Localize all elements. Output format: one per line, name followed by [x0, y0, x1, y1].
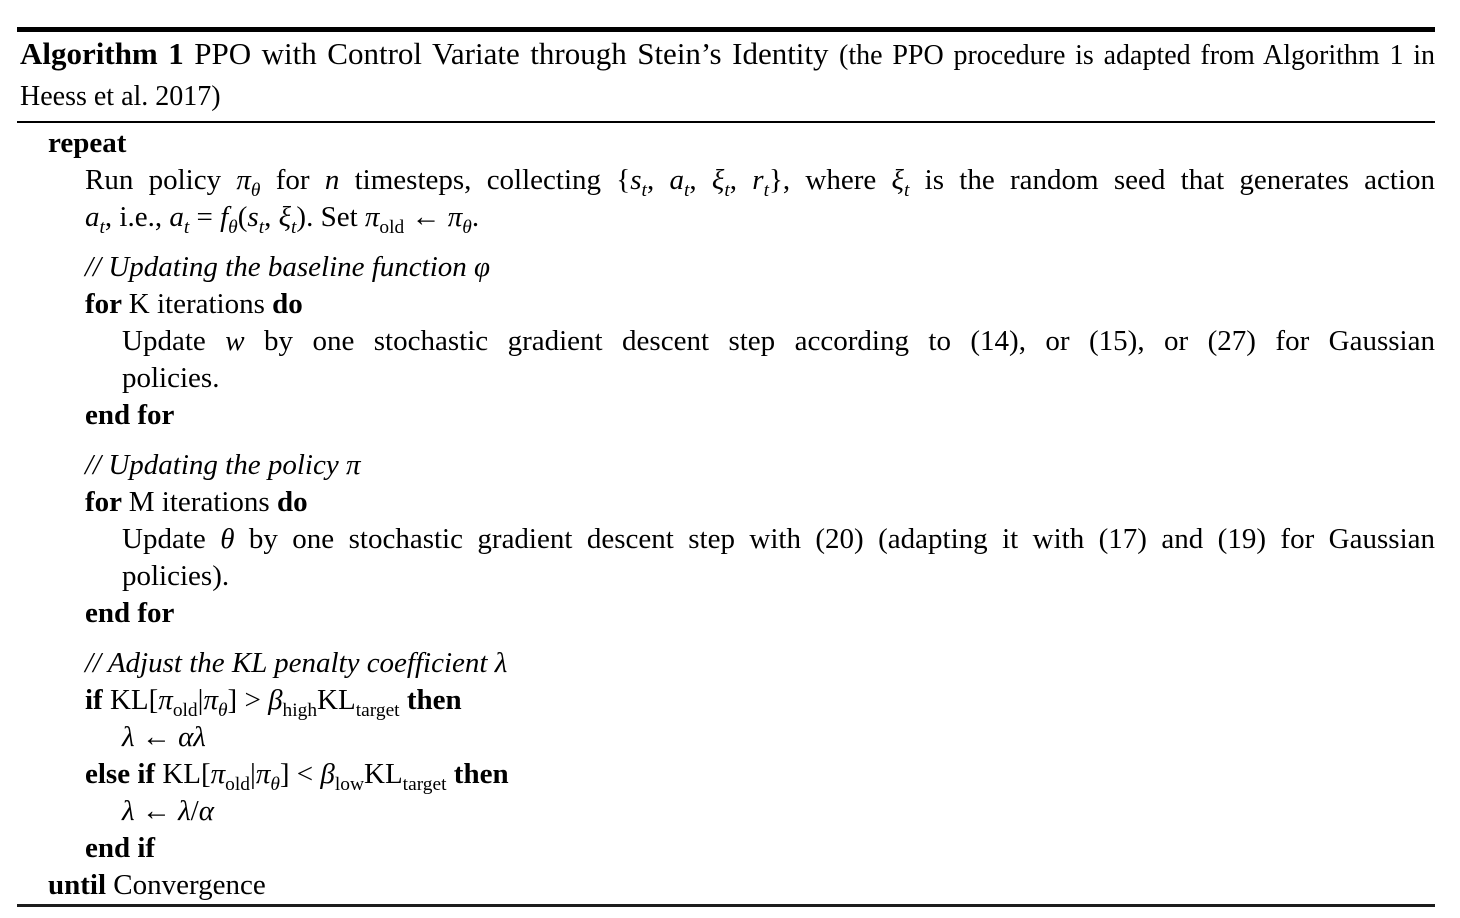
algo-line	[17, 397, 1435, 434]
text-segment: π	[210, 758, 226, 790]
text-segment: policies).	[122, 560, 230, 592]
algorithm-number-label: Algorithm 1	[20, 36, 184, 71]
text-segment: old	[172, 699, 198, 721]
algorithm-caption	[17, 32, 1435, 121]
algo-line	[17, 756, 1435, 793]
text-segment: by one stochastic gradient descent step with (20) (adapting it with (17) and (19) for Gaussian	[234, 523, 1435, 555]
algo-line	[17, 793, 1435, 830]
text-segment: Convergence	[113, 869, 266, 901]
text-segment: π	[447, 201, 463, 233]
text-segment: .	[471, 201, 480, 233]
text-segment: t	[183, 216, 190, 238]
text-segment: K iterations	[128, 288, 273, 320]
text-segment: s	[630, 164, 642, 196]
text-segment: w	[225, 325, 245, 357]
text-segment: high	[282, 699, 318, 721]
algo-line	[17, 645, 1435, 682]
text-segment: for	[260, 164, 325, 196]
text-segment: ←	[134, 721, 179, 753]
text-segment: Run policy	[85, 164, 237, 196]
algorithm-body	[17, 123, 1435, 904]
text-segment: f	[220, 201, 229, 233]
text-segment: Update	[122, 523, 221, 555]
text-segment: n	[324, 164, 340, 196]
algo-line	[17, 249, 1435, 286]
text-segment: // Updating the policy π	[85, 449, 361, 481]
text-segment: old	[379, 216, 405, 238]
text-segment: |	[250, 758, 256, 790]
text-segment: end for	[85, 399, 175, 431]
text-segment: β	[320, 758, 335, 790]
text-segment: is the random seed that generates action	[909, 164, 1436, 196]
text-segment: r	[752, 164, 764, 196]
text-segment: =	[189, 201, 221, 233]
text-segment: do	[272, 288, 303, 320]
text-segment: t	[903, 179, 910, 201]
text-segment: M iterations	[128, 486, 277, 518]
text-segment: |	[197, 684, 204, 716]
text-segment: Update	[122, 325, 226, 357]
text-segment: do	[276, 486, 308, 518]
text-segment: end for	[85, 597, 175, 629]
text-segment: π	[364, 201, 380, 233]
algorithm-title-note: (the PPO procedure is adapted from Algorithm 1 in Heess et al. 2017)	[20, 40, 1436, 112]
text-segment: ] <	[279, 758, 321, 790]
text-segment: θ	[462, 216, 472, 238]
text-segment: else if	[85, 758, 163, 790]
text-segment: t	[763, 179, 769, 201]
text-segment: θ	[228, 216, 238, 238]
text-segment: ξ	[711, 164, 725, 196]
text-segment: t	[724, 179, 730, 201]
bottom-rule	[17, 904, 1435, 907]
text-segment: target	[355, 699, 400, 721]
text-segment: then	[399, 684, 462, 716]
text-segment: ] >	[227, 684, 269, 716]
algo-line	[17, 484, 1435, 521]
text-segment: π	[203, 684, 218, 716]
text-segment: θ	[220, 523, 235, 555]
text-segment: KL[	[109, 684, 159, 716]
algo-line	[17, 323, 1435, 360]
text-segment: a	[169, 201, 184, 233]
text-segment: αλ	[178, 721, 206, 753]
text-segment: λ	[122, 721, 135, 753]
algo-line	[17, 719, 1435, 756]
text-segment: ,	[689, 164, 712, 196]
text-segment: for	[85, 288, 129, 320]
text-segment: (	[237, 201, 248, 233]
text-segment: a	[85, 201, 100, 233]
algo-line	[17, 162, 1435, 199]
text-segment: repeat	[48, 127, 127, 159]
text-segment: π	[158, 684, 173, 716]
algorithm-figure	[17, 27, 1435, 907]
text-segment: by one stochastic gradient descent step according to (14), or (15), or (27) for Gaussian	[244, 325, 1435, 357]
algo-line	[17, 867, 1435, 904]
algo-line	[17, 199, 1435, 236]
algo-line	[17, 558, 1435, 595]
text-segment: for	[85, 486, 129, 518]
text-segment: policies.	[122, 362, 220, 394]
text-segment: until	[48, 869, 114, 901]
text-segment: old	[225, 773, 250, 795]
text-segment: KL[	[162, 758, 211, 790]
text-segment: s	[247, 201, 259, 233]
text-segment: a	[669, 164, 684, 196]
text-segment: ,	[646, 164, 670, 196]
text-segment: β	[268, 684, 283, 716]
text-segment: λ	[122, 795, 135, 827]
text-segment: ). Set	[296, 201, 365, 233]
text-segment: low	[334, 773, 364, 795]
text-segment: ←	[134, 795, 179, 827]
text-segment: t	[291, 216, 297, 238]
text-segment: t	[683, 179, 690, 201]
text-segment: π	[236, 164, 251, 196]
algo-line	[17, 521, 1435, 558]
algo-line	[17, 830, 1435, 867]
text-segment: ,	[729, 164, 753, 196]
text-segment: ,	[264, 201, 279, 233]
text-segment: KL	[364, 758, 403, 790]
text-segment: θ	[270, 773, 280, 795]
text-segment: ξ	[278, 201, 292, 233]
text-segment: KL	[317, 684, 356, 716]
algo-line	[17, 682, 1435, 719]
algo-line	[17, 447, 1435, 484]
text-segment: t	[258, 216, 265, 238]
text-segment: t	[99, 216, 105, 238]
text-segment: ←	[404, 201, 448, 233]
text-segment: α	[198, 795, 214, 827]
text-segment: target	[402, 773, 447, 795]
text-segment: /	[190, 795, 199, 827]
text-segment: , i.e.,	[104, 201, 170, 233]
text-segment: // Adjust the KL penalty coefficient λ	[85, 647, 508, 679]
algo-line	[17, 595, 1435, 632]
algorithm-title-text: PPO with Control Variate through Stein’s Identity	[194, 36, 840, 71]
algo-line	[17, 286, 1435, 323]
text-segment: t	[641, 179, 647, 201]
text-segment: π	[255, 758, 271, 790]
text-segment: timesteps, collecting {	[339, 164, 631, 196]
text-segment: if	[85, 684, 110, 716]
text-segment: ξ	[891, 164, 904, 196]
text-segment: θ	[218, 699, 228, 721]
text-segment: // Updating the baseline function φ	[85, 251, 491, 283]
algo-line	[17, 360, 1435, 397]
text-segment: }, where	[768, 164, 892, 196]
text-segment: end if	[85, 832, 156, 864]
text-segment: θ	[250, 179, 261, 201]
text-segment: λ	[178, 795, 191, 827]
algo-line	[17, 125, 1435, 162]
text-segment: then	[446, 758, 509, 790]
